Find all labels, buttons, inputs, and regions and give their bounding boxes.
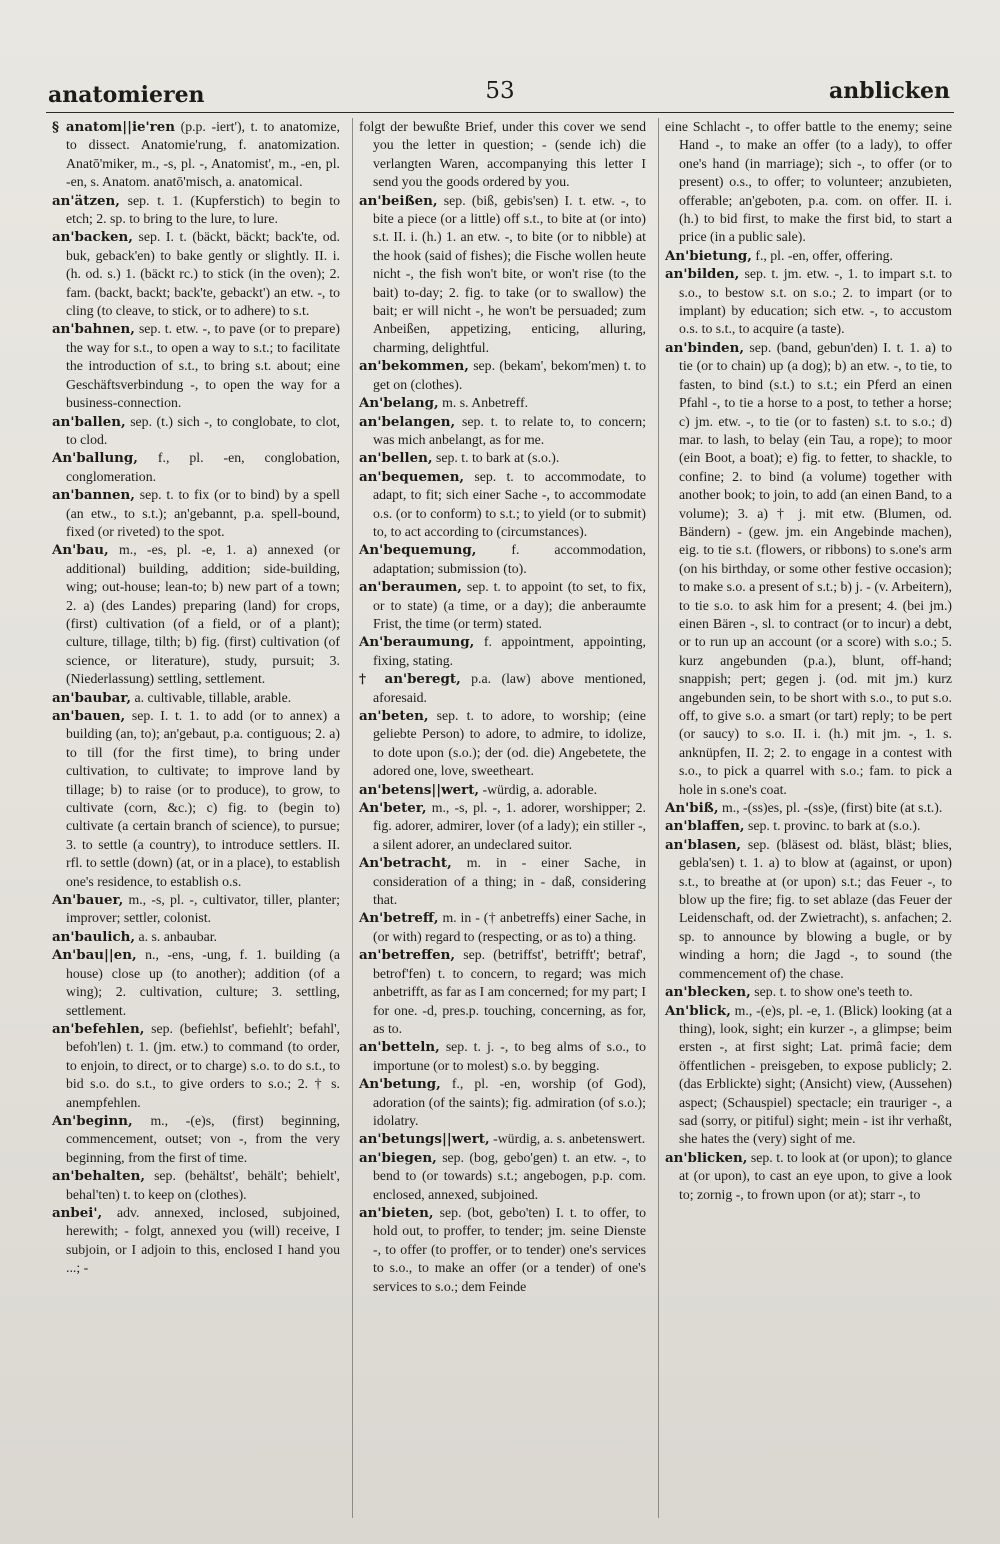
headword: An'bauer, [52, 892, 124, 909]
dictionary-entry [52, 891, 340, 928]
headword: An'ballung, [52, 450, 138, 467]
headword: An'bau||en, [52, 947, 137, 964]
dictionary-entry [665, 265, 952, 339]
definition-text: eine Schlacht -, to offer battle to the enemy; seine Hand -, to make an offer (to a lady), to offer one's hand (in marriage); sich -, to offer (or to present) o.s., to offer; to volunteer; anzubieten, offerable; an'geboten, p.a. com. on offer. II. i. (h.) to bid first, to make the first bid, to start a price (in a public sale). [665, 119, 952, 245]
dictionary-entry [665, 836, 952, 983]
dictionary-entry [359, 357, 646, 394]
dictionary-entry [359, 854, 646, 909]
headword: An'beraumung, [359, 634, 475, 651]
headword: an'bekommen, [359, 358, 469, 375]
dictionary-entry [52, 689, 340, 707]
headword: an'betungs||wert, [359, 1131, 490, 1148]
headword: An'beter, [359, 800, 427, 817]
dictionary-entry [52, 1112, 340, 1167]
dictionary-entry [52, 192, 340, 229]
headword: an'blicken, [665, 1149, 748, 1166]
headword: anbei', [52, 1204, 103, 1221]
headword: an'befehlen, [52, 1020, 145, 1037]
headword: an'bauen, [52, 708, 126, 724]
dictionary-entry [359, 118, 646, 192]
definition-text: sep. t. to adore, to worship; (eine geliebte Person) to adore, to admire, to idolize, to dote upon (s.o.); der (od. die) Angebetete, the adored one, love, sweetheart. [373, 708, 646, 779]
headword: an'betreffen, [359, 947, 456, 964]
dictionary-entry [359, 1204, 646, 1296]
definition-text: sep. (biß, gebis'sen) I. t. etw. -, to bite a piece (or a little) off s.t., to bite at (or into) s.t. II. i. (h.) 1. an etw. -, to bite (or to nibble) at the hook (said of fishes); die Fische wollen heute nicht -, the fish won't bite, or won't rise (to the bait) to-day; 2. fig. to take (or to swallow) the bait; er will nicht -, he won't be persuaded; zum Anbeißen, appetizing, enticing, alluring, charming, delightful. [373, 192, 646, 355]
definition-text: m., -(e)s, pl. -e, 1. (Blick) looking (at a thing), look, sight; ein kurzer -, a glimpse; beim ersten -, at first sight; Lat. primâ facie; dem öffentlichen - preisgeben, to expose publicly; 2. (das Erblickte) sight; (Ansicht) view, (Aussehen) aspect; (Schauspiel) spectacle; ein trauriger -, a sad (sorry, or pitiful) sight; mein - ist ihr verhaßt, she hates the (very) sight of me. [679, 1002, 952, 1147]
dictionary-entry [359, 909, 646, 946]
headword: an'backen, [52, 229, 133, 246]
definition-text: sep. (bläsest od. bläst, bläst; blies, gebla'sen) t. 1. a) to blow at (against, or upon) s.t., to breathe at (or upon) s.t.; das Feuer -, to blow up the fire; fig. to set ablaze (das Feuer der Leidenschaft, od. der Zwietracht), s. anfachen; 2. sp. to announce by blowing a bugle, or by winding a horn; die Jagd -, to sound (the commencement of) the chase. [679, 836, 952, 981]
definition-text: m., -es, pl. -e, 1. a) annexed (or additional) building, addition; side-building, wing; out-house; lean-to; b) new part of a town; 2. a) (des Landes) preparing (land) for crops, (first) cultivation (of a field, or of a plant); culture, tillage, tilth; b) fig. (first) cultivation (of science, or literature), study, pursuit; 3. (Niederlassung) settling, settlement. [66, 542, 341, 687]
headword: an'blecken, [665, 984, 751, 1001]
definition-text: f., pl. -en, offer, offering. [755, 247, 893, 263]
headword: † an'beregt, [359, 671, 461, 688]
headword: § anatom||ie'ren [52, 119, 175, 135]
dictionary-entry [665, 247, 952, 265]
definition-text: sep. (bekam', bekom'men) t. to get on (clothes). [373, 358, 647, 392]
headword: an'bellen, [359, 450, 433, 467]
headword: an'belangen, [359, 413, 456, 430]
running-head-first-word: anatomieren [48, 82, 205, 108]
definition-text: sep. (bog, gebo'gen) t. an etw. -, to bend to (or towards) s.t.; angebogen, p.p. com. enclosed, annexed, subjoined. [373, 1149, 646, 1202]
headword: an'betens||wert, [359, 781, 480, 798]
headword: an'baulich, [52, 928, 136, 945]
dictionary-entry [359, 799, 646, 854]
definition-text: p.a. (law) above mentioned, aforesaid. [373, 671, 647, 705]
headword: An'betung, [359, 1076, 441, 1093]
definition-text: sep. t. to accommodate, to adapt, to fit; sich einer Sache -, to accommodate o.s. (or to conform) to s.t.; to yield (or to submit) to, to act according to (circumstances). [373, 468, 646, 539]
headword: An'betracht, [359, 855, 452, 872]
page-number: 53 [485, 78, 515, 104]
dictionary-entry [52, 1020, 340, 1112]
dictionary-entry [52, 1167, 340, 1204]
definition-text: (p.p. -iert'), t. to anatomize, to dissect. Anatomie'rung, f. anatomization. Anatō'miker, m., -s, pl. -, Anatomist', m., -en, pl. -en, s. Anatom. anatō'misch, a. anatomical. [66, 119, 341, 190]
definition-text: m. s. Anbetreff. [442, 395, 529, 411]
dictionary-entry [665, 339, 952, 799]
definition-text: sep. t. jm. etw. -, 1. to impart s.t. to s.o., to bestow s.t. on s.o.; 2. to impart (or to implant) by education; sich etw. -, to accustom o.s. to s.t., to acquire (a taste). [679, 266, 952, 337]
definition-text: sep. t. to show one's teeth to. [754, 984, 913, 1000]
headword: An'belang, [359, 395, 439, 412]
headword: an'baubar, [52, 689, 132, 706]
headword: An'betreff, [359, 910, 439, 927]
dictionary-entry [359, 670, 646, 707]
definition-text: sep. t. provinc. to bark at (s.o.). [748, 818, 921, 834]
dictionary-entry [665, 799, 952, 817]
headword: an'bahnen, [52, 321, 135, 338]
dictionary-entry [52, 486, 340, 541]
definition-text: a. s. anbaubar. [138, 928, 218, 944]
definition-text: m., -(ss)es, pl. -(ss)e, (first) bite (at s.t.). [721, 800, 943, 816]
definition-text: m., -s, pl. -, 1. adorer, worshipper; 2. fig. adorer, admirer, lover (of a lady); ein stiller -, a silent adorer, an undeclared suitor. [373, 800, 646, 852]
dictionary-entry [359, 578, 646, 633]
dictionary-entry [359, 1038, 646, 1075]
headword: An'bau, [52, 542, 109, 559]
headword: an'bieten, [359, 1204, 434, 1221]
headword: an'biegen, [359, 1149, 437, 1166]
dictionary-entry [359, 633, 646, 670]
headword: An'beginn, [52, 1112, 133, 1129]
definition-text: adv. annexed, inclosed, subjoined, herewith; - folgt, annexed you (will) receive, I subjoin, or I adjoin to this, enclosed I hand you ...; - [66, 1204, 340, 1276]
headword: an'bilden, [665, 266, 740, 283]
dictionary-entry [359, 781, 646, 799]
text-columns [46, 118, 958, 1518]
dictionary-entry [359, 946, 646, 1038]
definition-text: sep. t. j. -, to beg alms of s.o., to importune (or to molest) s.o. by begging. [373, 1039, 647, 1073]
dictionary-entry [52, 228, 340, 320]
headword: an'betteln, [359, 1039, 440, 1056]
headword: an'ballen, [52, 413, 126, 430]
definition-text: sep. t. etw. -, to pave (or to prepare) the way for s.t., to open a way to s.t.; to facilitate the introduction of s.t., to bring s.t. about; eine Geschäftsverbindung -, to open the way for a business-connection. [66, 321, 340, 411]
dictionary-entry [359, 707, 646, 781]
headword: An'biß, [665, 800, 719, 817]
dictionary-entry [52, 928, 340, 946]
definition-text: sep. t. to relate to, to concern; was mich anbelangt, as for me. [373, 413, 647, 447]
column-2 [352, 118, 652, 1518]
definition-text: m. in - einer Sache, in consideration of a thing; in - daß, considering that. [373, 855, 647, 908]
headword: An'bietung, [665, 247, 752, 264]
definition-text: sep. t. to look at (or upon); to glance at (or upon), to cast an eye upon, to give a look to; zornig -, to frown upon (or at); starr -, to [679, 1149, 953, 1202]
definition-text: f. appointment, appointing, fixing, stating. [373, 634, 646, 668]
definition-text: -würdig, a. s. anbetenswert. [493, 1131, 646, 1147]
dictionary-entry [52, 946, 340, 1020]
definition-text: sep. (befiehlst', befiehlt'; befahl', befoh'len) t. 1. (jm. etw.) to command (to order, to enjoin, to direct, or to charge) s.o. to do s.t., to bid s.o. do s.t., to give orders to s.o.; 2. † s. anempfehlen. [66, 1020, 341, 1110]
dictionary-entry [665, 817, 952, 835]
running-head-last-word: anblicken [829, 78, 950, 104]
dictionary-entry [359, 192, 646, 358]
dictionary-entry [665, 1002, 952, 1149]
definition-text: sep. (band, gebun'den) I. t. 1. a) to tie (or to chain) up (a dog); b) an etw. -, to tie, to fasten, to bind (s.t.) to s.t.; ein Pferd an einen Pfahl -, to tie a horse to a post, to tether a horse; c) jm. etw. -, to tie (or to fasten) s.t. to s.o.; d) mar. to lash, to belay (ein Tau, a rope); to moor (ein Boot, a boat); e) fig. to fetter, to shackle, to confine; 2. to bind (a volume) together with another book; to join, to add (an einen Band, to a volume); 3. a) † j. mit etw. (Blumen, od. Bändern) - (gew. jm. ein Angebinde machen), eig. to tie s.t. (flowers, or ribbons) to s.one's arm (on his birthday, or some other festive occasion); to make s.o. a present of s.t.; b) j. - (v. Arbeitern), to tie s.o. to ask him for a present; 4. (bei jm.) einen Bären -, sl. to contract (or to incur) a debt, or to run up an account (or a score) with s.o.; 5. kurz angebunden (p.a.), blunt, off-hand; snappish; pert; gegen j. (od. mit jm.) kurz angebunden sein, to be short with s.o., to put s.o. off, to give s.o. a smart (or tart) reply; to be pert (or saucy) to s.o. II. i. (h.) mit jm. -, 1. s. anknüpfen, II. 2; 2. to engage in a contest with s.o., to pick a quarrel with s.o.; fam. to pick a hole in s.one's coat. [679, 339, 952, 797]
definition-text: f., pl. -en, conglobation, conglomeration. [66, 450, 341, 484]
headword: an'beten, [359, 708, 429, 724]
definition-text: sep. t. to appoint (to set, to fix, or to state) (a time, or a day); die anberaumte Frist, the time (or term) stated. [373, 579, 646, 631]
dictionary-entry [359, 1130, 646, 1148]
definition-text: sep. t. 1. (Kupferstich) to begin to etch; 2. sp. to bring to the lure, to lure. [66, 192, 340, 227]
definition-text: sep. (bot, gebo'ten) I. t. to offer, to hold out, to proffer, to tender; jm. seine Dienste -, to offer (to proffer, or to tender) one's services to s.o., to make an offer (or a tender) of one's services to s.o.; dem Feinde [373, 1204, 647, 1294]
definition-text: m. in - († anbetreffs) einer Sache, in (or with) regard to (respecting, or as to) a thing. [373, 910, 646, 944]
definition-text: a. cultivable, tillable, arable. [134, 689, 292, 705]
dictionary-entry [52, 541, 340, 688]
headword: an'bannen, [52, 487, 135, 504]
headword: An'bequemung, [359, 542, 477, 559]
dictionary-entry [359, 413, 646, 450]
definition-text: -würdig, a. adorable. [482, 781, 598, 797]
definition-text: n., -ens, -ung, f. 1. building (a house) close up (to another); addition (of a wing); 2. cultivation, culture; 3. settling, settlement. [66, 947, 340, 1018]
definition-text: m., -(e)s, (first) beginning, commencement, outset; von -, from the very beginning, from the first of time. [66, 1112, 341, 1165]
definition-text: sep. t. to fix (or to bind) by a spell (an etw., to s.t.); an'gebannt, p.a. spell-bound, fixed (or riveted) to the spot. [66, 487, 340, 539]
headword: an'binden, [665, 339, 744, 356]
headword: an'bequemen, [359, 468, 465, 485]
headword: an'behalten, [52, 1168, 145, 1185]
dictionary-entry [665, 1149, 952, 1204]
headword: an'ätzen, [52, 192, 120, 209]
dictionary-entry [52, 413, 340, 450]
definition-text: sep. (t.) sich -, to conglobate, to clot, to clod. [66, 413, 340, 447]
dictionary-entry [52, 118, 340, 192]
definition-text: f. accommodation, adaptation; submission (to). [373, 542, 646, 576]
column-3 [658, 118, 958, 1518]
dictionary-entry [359, 449, 646, 467]
definition-text: sep. t. to bark at (s.o.). [435, 450, 560, 466]
dictionary-entry [52, 320, 340, 412]
headword: an'blasen, [665, 836, 742, 853]
headword: An'blick, [665, 1002, 731, 1019]
dictionary-entry [359, 1075, 646, 1130]
dictionary-entry [359, 468, 646, 542]
definition-text: sep. I. t. 1. to add (or to annex) a building (an, to); an'gebaut, p.a. contiguous; 2. a) to till (for the first time), to bring under cultivation, to cultivate; to improve land by tillage; b) to raise (or to produce), to grow, to cultivate (corn, &c.); c) fig. to (begin to) cultivate (a certain branch of science), to pursue; 3. to settle (a country), to introduce settlers. II. rfl. to settle (down) (at, or in a place), to establish one's residence, to establish o.s. [66, 708, 340, 889]
definition-text: sep. (behältst', behält'; behielt', behal'ten) t. to keep on (clothes). [66, 1168, 341, 1202]
running-head [46, 72, 954, 113]
dictionary-entry [52, 449, 340, 486]
definition-text: f., pl. -en, worship (of God), adoration (of the saints); fig. admiration (of s.o.); idolatry. [373, 1076, 646, 1128]
dictionary-entry [359, 394, 646, 412]
definition-text: folgt der bewußte Brief, under this cover we send you the letter in question; - (sende ich) die verlangten Waren, accompanying this letter I send you the goods ordered by you. [359, 119, 646, 190]
definition-text: sep. (betriffst', betrifft'; betraf', betrof'fen) t. to concern, to regard; was mich anbetrifft, as far as I am concerned; for my part; I for one. -d, pres.p. touching, concerning, as for, as to. [373, 947, 646, 1036]
dictionary-entry [52, 707, 340, 891]
dictionary-entry [52, 1204, 340, 1278]
dictionary-entry [665, 118, 952, 247]
headword: an'blaffen, [665, 818, 745, 835]
headword: an'beraumen, [359, 579, 462, 596]
dictionary-entry [359, 1149, 646, 1204]
definition-text: m., -s, pl. -, cultivator, tiller, planter; improver; settler, colonist. [66, 892, 340, 926]
dictionary-entry [359, 541, 646, 578]
column-1 [46, 118, 346, 1518]
dictionary-entry [665, 983, 952, 1001]
headword: an'beißen, [359, 192, 438, 209]
definition-text: sep. I. t. (bäckt, bäckt; back'te, od. buk, geback'en) to bake gently or slightly. II. i. (h. od. s.) 1. (bäckt rc.) to stick (in the oven); 2. fam. (backt, backt; back'te, gebackt') an etw. -, to cling (to cleave, to stick, or to adhere) to s.t. [66, 229, 340, 319]
